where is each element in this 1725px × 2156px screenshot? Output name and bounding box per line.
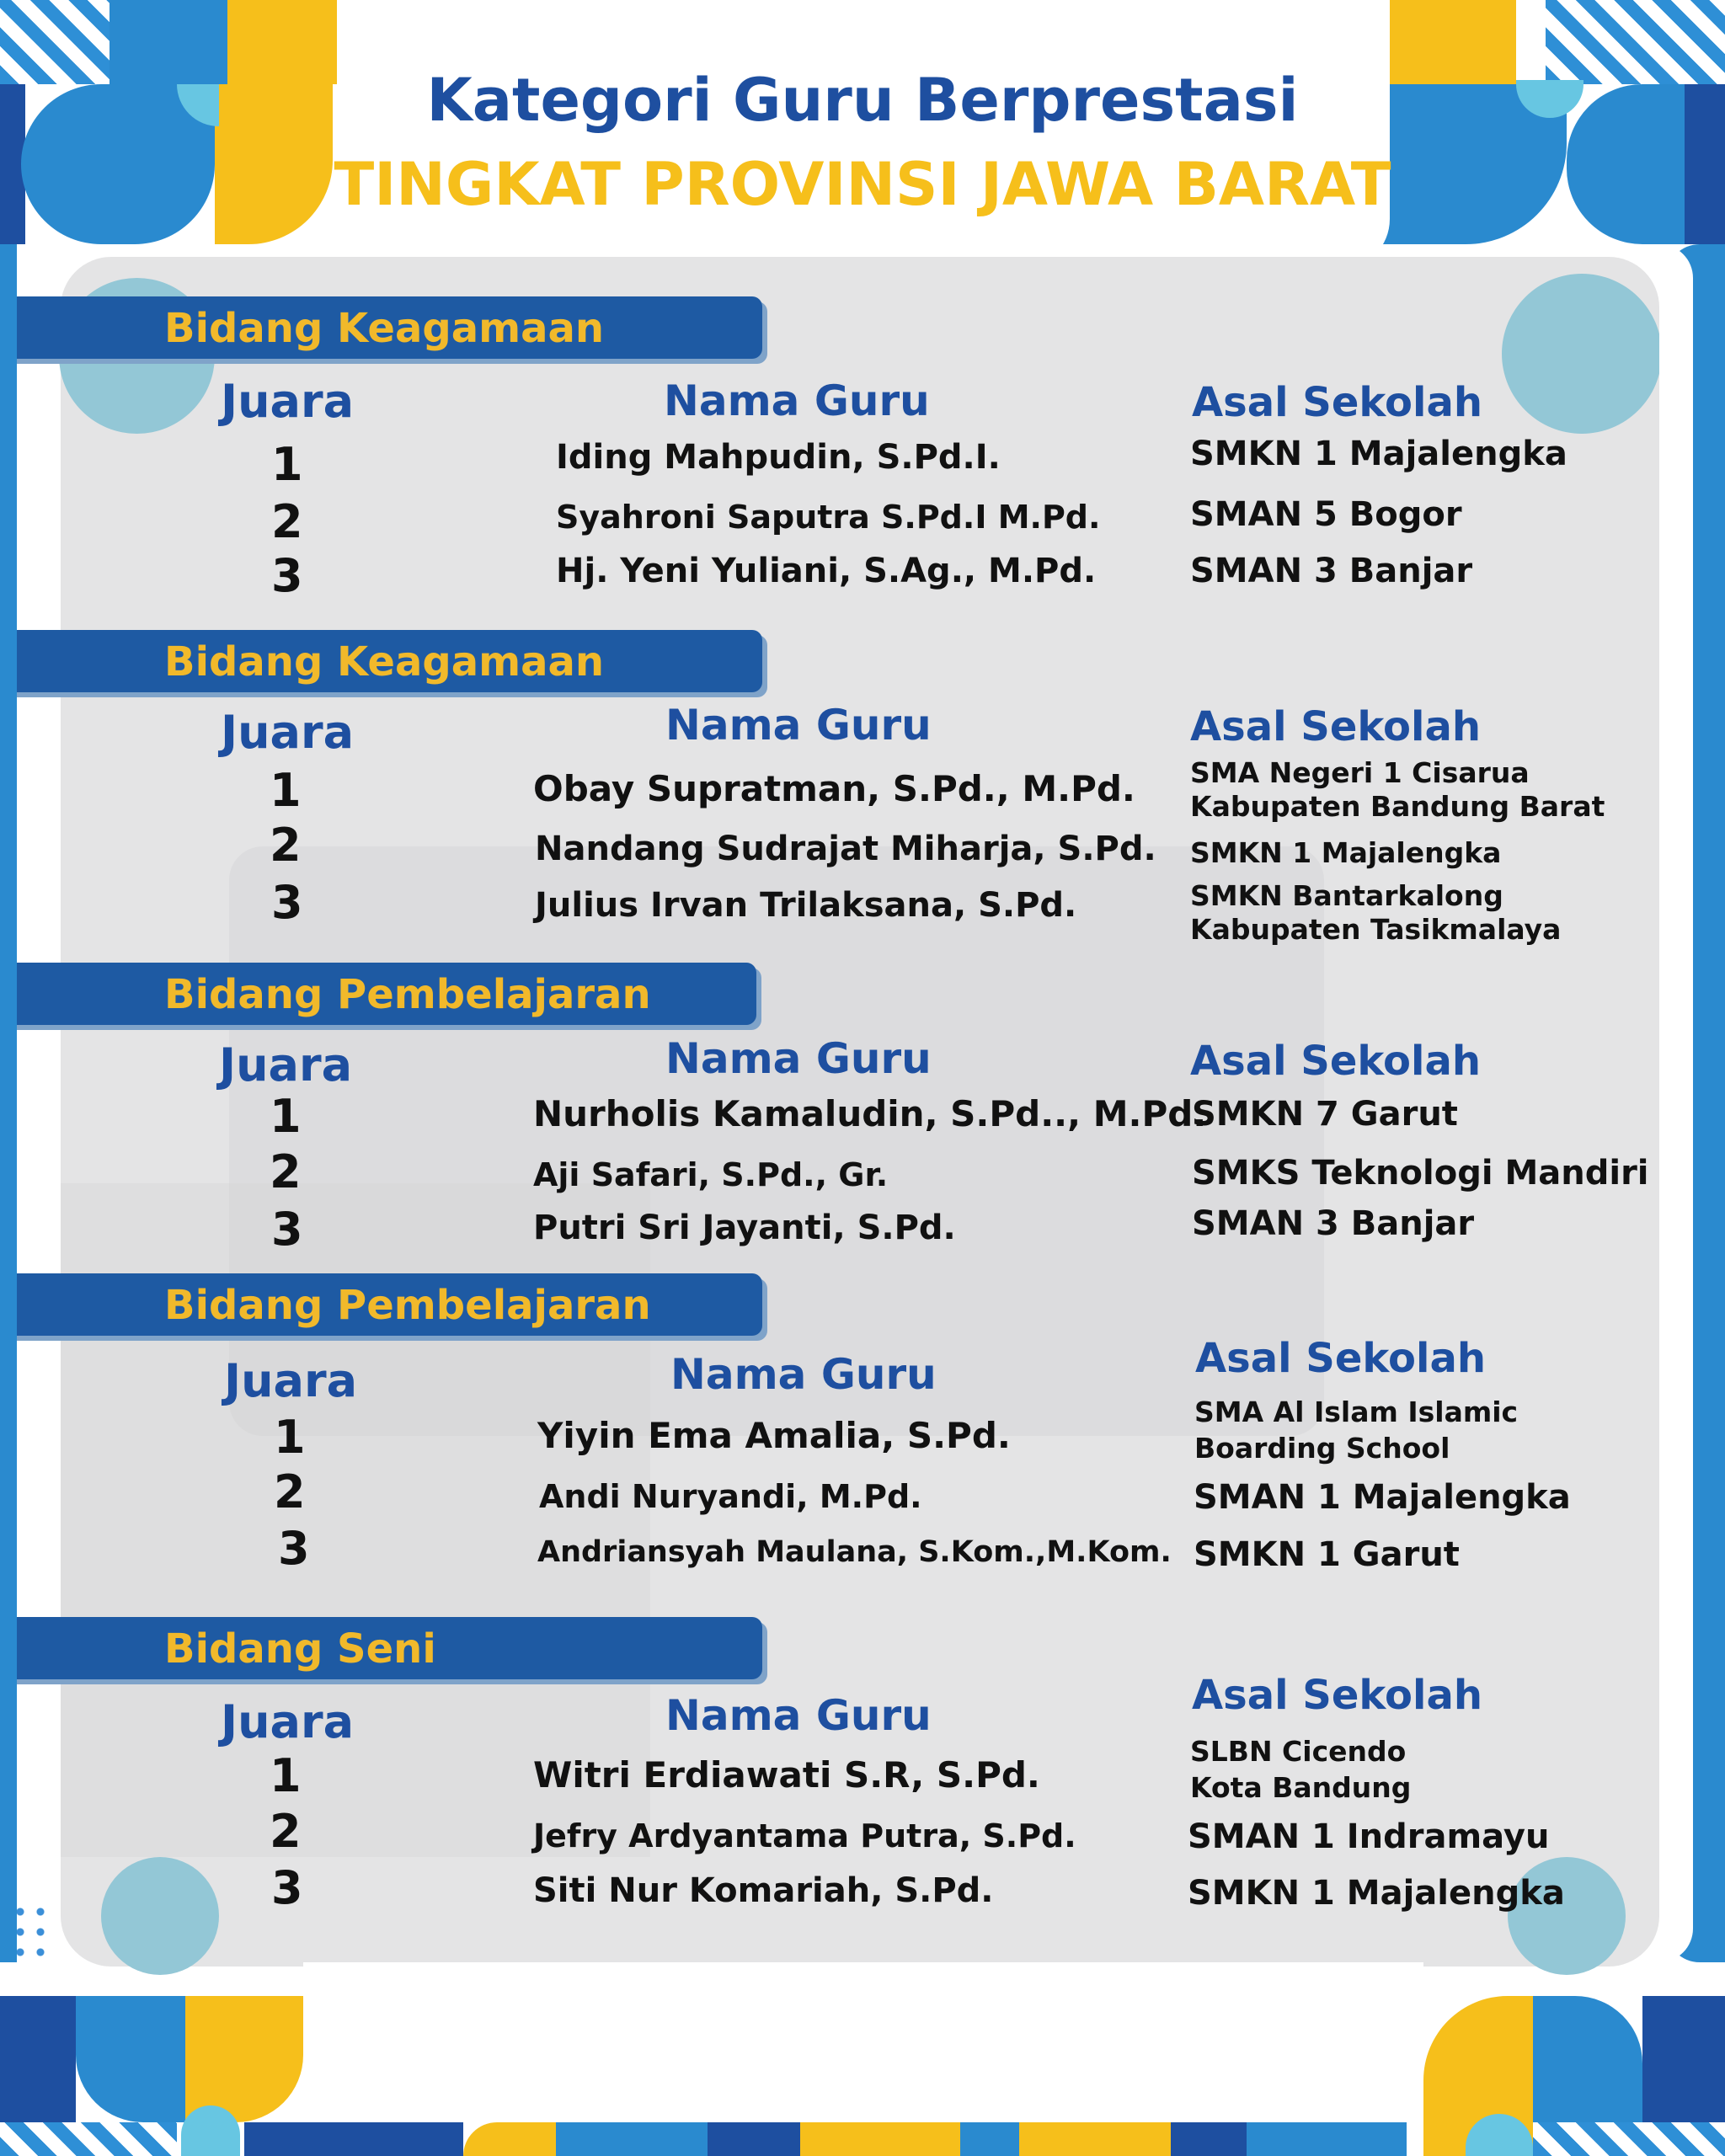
school-name: SMKN 1 Majalengka bbox=[1190, 836, 1502, 869]
school-name: SMAN 3 Banjar bbox=[1190, 552, 1473, 590]
column-header-rank: Juara bbox=[224, 1354, 358, 1407]
teacher-name: Witri Erdiawati S.R, S.Pd. bbox=[533, 1754, 1040, 1796]
rank-number: 1 bbox=[270, 1749, 302, 1802]
teacher-name: Andi Nuryandi, M.Pd. bbox=[539, 1478, 922, 1515]
rank-number: 2 bbox=[274, 1465, 306, 1518]
rank-number: 3 bbox=[278, 1522, 310, 1575]
section-title: Bidang Keagamaan bbox=[164, 638, 605, 686]
section-title: Bidang Pembelajaran bbox=[164, 971, 651, 1018]
page-title: Kategori Guru Berprestasi bbox=[426, 66, 1299, 135]
school-name: Kabupaten Tasikmalaya bbox=[1190, 913, 1562, 946]
column-header-school: Asal Sekolah bbox=[1192, 1672, 1483, 1719]
rank-number: 1 bbox=[270, 764, 302, 817]
teacher-name: Siti Nur Komariah, S.Pd. bbox=[533, 1871, 994, 1910]
rank-number: 1 bbox=[274, 1411, 306, 1464]
rank-number: 2 bbox=[270, 1145, 302, 1198]
school-name: SLBN Cicendo bbox=[1190, 1735, 1407, 1768]
decor-circle bbox=[1502, 274, 1662, 434]
rank-number: 2 bbox=[271, 495, 303, 548]
school-name: SMA Negeri 1 Cisarua bbox=[1190, 756, 1530, 789]
teacher-name: Syahroni Saputra S.Pd.I M.Pd. bbox=[556, 499, 1101, 536]
rank-number: 3 bbox=[271, 876, 303, 929]
section-title: Bidang Keagamaan bbox=[164, 305, 605, 352]
teacher-name: Obay Supratman, S.Pd., M.Pd. bbox=[533, 768, 1135, 809]
school-name: SMKN Bantarkalong bbox=[1190, 879, 1503, 912]
teacher-name: Nurholis Kamaludin, S.Pd.., M.Pd. bbox=[533, 1093, 1207, 1134]
teacher-name: Putri Sri Jayanti, S.Pd. bbox=[533, 1209, 956, 1247]
school-name: Boarding School bbox=[1194, 1432, 1450, 1465]
teacher-name: Hj. Yeni Yuliani, S.Ag., M.Pd. bbox=[556, 552, 1097, 590]
column-header-name: Nama Guru bbox=[665, 1691, 932, 1740]
column-header-school: Asal Sekolah bbox=[1195, 1335, 1487, 1382]
school-name: SMAN 1 Indramayu bbox=[1188, 1817, 1550, 1856]
section-title: Bidang Pembelajaran bbox=[164, 1282, 651, 1329]
teacher-name: Nandang Sudrajat Miharja, S.Pd. bbox=[535, 830, 1156, 868]
school-name: SMAN 5 Bogor bbox=[1190, 495, 1462, 534]
teacher-name: Julius Irvan Trilaksana, S.Pd. bbox=[535, 886, 1077, 925]
column-header-name: Nama Guru bbox=[665, 1034, 932, 1083]
rank-number: 2 bbox=[270, 819, 302, 872]
rank-number: 3 bbox=[271, 1861, 303, 1914]
column-header-rank: Juara bbox=[221, 1695, 355, 1748]
section-title: Bidang Seni bbox=[164, 1625, 436, 1673]
section-bar bbox=[0, 630, 762, 692]
section-bar bbox=[0, 1617, 762, 1679]
school-name: SMKN 1 Garut bbox=[1194, 1535, 1460, 1574]
rank-number: 1 bbox=[271, 438, 303, 491]
rank-number: 2 bbox=[270, 1805, 302, 1858]
school-name: Kota Bandung bbox=[1190, 1771, 1412, 1804]
school-name: SMA Al Islam Islamic bbox=[1194, 1396, 1519, 1428]
column-header-school: Asal Sekolah bbox=[1190, 703, 1482, 750]
column-header-rank: Juara bbox=[221, 375, 355, 428]
teacher-name: Iding Mahpudin, S.Pd.I. bbox=[556, 438, 1001, 477]
rank-number: 1 bbox=[270, 1090, 302, 1143]
section-bar bbox=[0, 963, 756, 1025]
column-header-school: Asal Sekolah bbox=[1192, 379, 1483, 426]
school-name: SMKN 1 Majalengka bbox=[1188, 1874, 1565, 1913]
section-bar bbox=[0, 296, 762, 359]
header-background bbox=[337, 0, 1390, 270]
column-header-name: Nama Guru bbox=[665, 701, 932, 750]
column-header-name: Nama Guru bbox=[670, 1350, 937, 1399]
school-name: SMKN 7 Garut bbox=[1192, 1095, 1458, 1134]
decor-bottom bbox=[0, 1962, 1725, 2156]
school-name: SMKN 1 Majalengka bbox=[1190, 435, 1567, 473]
column-header-school: Asal Sekolah bbox=[1190, 1038, 1482, 1085]
section-bar bbox=[0, 1273, 762, 1336]
school-name: SMAN 1 Majalengka bbox=[1194, 1478, 1571, 1517]
column-header-rank: Juara bbox=[221, 706, 355, 759]
teacher-name: Andriansyah Maulana, S.Kom.,M.Kom. bbox=[537, 1535, 1172, 1569]
teacher-name: Yiyin Ema Amalia, S.Pd. bbox=[537, 1415, 1011, 1456]
school-name: Kabupaten Bandung Barat bbox=[1190, 790, 1605, 823]
teacher-name: Aji Safari, S.Pd., Gr. bbox=[533, 1156, 889, 1193]
school-name: SMKS Teknologi Mandiri bbox=[1192, 1154, 1649, 1193]
teacher-name: Jefry Ardyantama Putra, S.Pd. bbox=[533, 1817, 1076, 1854]
decor-circle bbox=[101, 1857, 219, 1975]
column-header-name: Nama Guru bbox=[664, 376, 930, 425]
column-header-rank: Juara bbox=[219, 1038, 353, 1091]
decor-left-edge bbox=[0, 244, 17, 1962]
school-name: SMAN 3 Banjar bbox=[1192, 1204, 1475, 1243]
page-subtitle: TINGKAT PROVINSI JAWA BARAT bbox=[334, 150, 1391, 219]
rank-number: 3 bbox=[271, 549, 303, 602]
rank-number: 3 bbox=[271, 1203, 303, 1256]
